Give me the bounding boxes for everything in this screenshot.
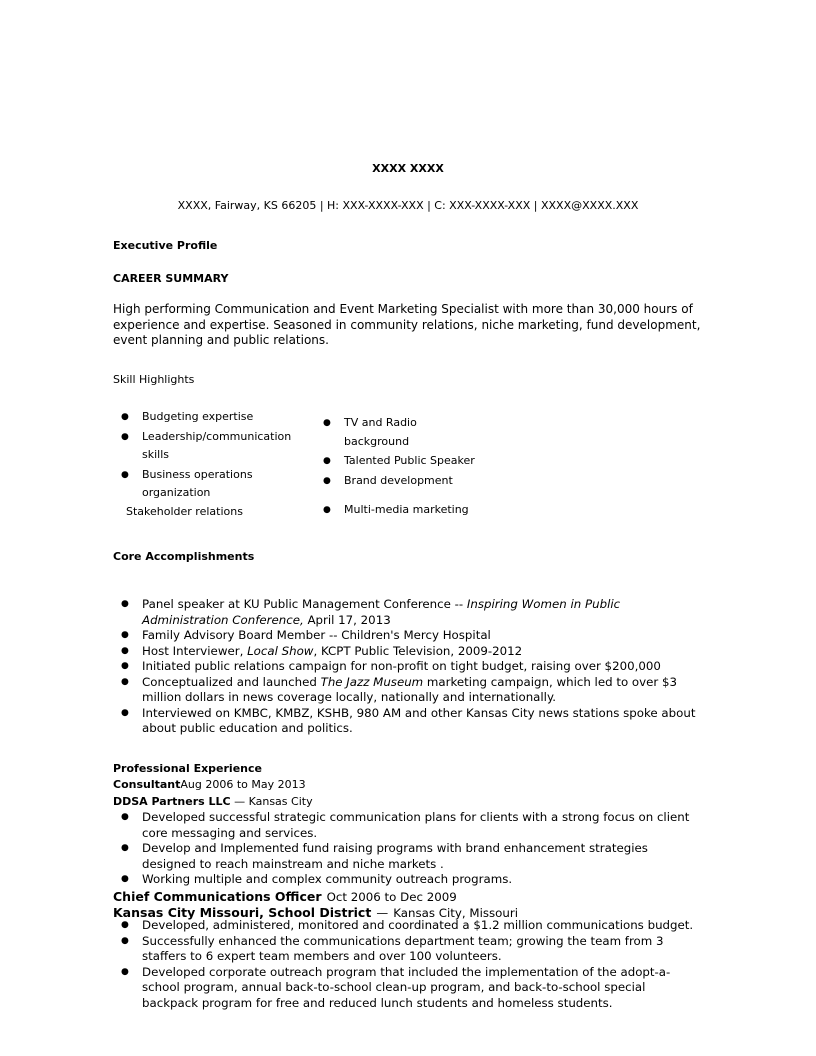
- skill-item-cont: skills: [142, 448, 170, 461]
- list-item: ● Panel speaker at KU Public Management Conference -- Inspiring Women in Public Administration Conference, April 17, 2013: [121, 597, 621, 627]
- list-item: ● Working multiple and complex community outreach programs.: [121, 872, 513, 886]
- skill-item: Multi-media marketing: [344, 503, 469, 516]
- bullet-icon: ●: [121, 812, 129, 822]
- bullet-icon: ●: [121, 843, 129, 853]
- job1-location: Kansas City: [248, 795, 313, 808]
- bullet-icon: ●: [121, 935, 129, 946]
- job1-sep: —: [234, 795, 246, 808]
- list-item: ● Conceptualized and launched The Jazz Museum marketing campaign, which led to over $3 million dollars in news coverage locally, nationally and internationally.: [121, 674, 677, 704]
- bullet-icon: ●: [121, 707, 129, 718]
- core-accomplishments-heading: Core Accomplishments: [113, 550, 255, 563]
- list-item: ● Developed corporate outreach program that included the implementation of the adopt-a-school program, annual back-to-school clean-up program, and back-to-school special backpack program for free and reduced lunch students and homeless students.: [121, 964, 671, 1010]
- bullet-icon: ●: [121, 412, 129, 422]
- job1-title-line: [113, 778, 306, 791]
- list-item: ● Successfully enhanced the communications department team; growing the team from 3 staffers to 6 expert team members and over 100 volunteers.: [121, 933, 664, 963]
- skill-item: Brand development: [344, 474, 453, 487]
- job2-sep: —: [376, 906, 389, 920]
- list-item: ● Interviewed on KMBC, KMBZ, KSHB, 980 AM and other Kansas City news stations spoke about about public education and politics.: [121, 705, 696, 735]
- contact-line: XXXX, Fairway, KS 66205 | H: XXX-XXXX-XXX | C: XXX-XXXX-XXX | XXXX@XXXX.XXX: [177, 199, 639, 212]
- bullet-icon: ●: [121, 920, 129, 930]
- bullet-icon: ●: [121, 676, 129, 687]
- job2-company: Kansas City Missouri, School District: [113, 905, 372, 920]
- list-item: ● Developed, administered, monitored and coordinated a $1.2 million communications budget.: [121, 918, 694, 932]
- job2-location: Kansas City, Missouri: [393, 906, 518, 920]
- job1-company-line: [113, 795, 313, 808]
- list-item: ● Develop and Implemented fund raising programs with brand enhancement strategies designed to reach mainstream and niche markets .: [121, 841, 648, 871]
- career-summary-text: High performing Communication and Event Marketing Specialist with more than 30,000 hours of experience and expertise. Seasoned in community relations, niche marketing, fund development, event planning and public relations.: [113, 302, 701, 347]
- skill-item: Business operations: [142, 468, 253, 481]
- job2-title: Chief Communications Officer: [113, 889, 322, 904]
- list-item: ● Family Advisory Board Member -- Children's Mercy Hospital: [121, 628, 491, 642]
- bullet-icon: ●: [323, 456, 331, 466]
- bullet-icon: ●: [323, 418, 331, 428]
- professional-experience-heading: Professional Experience: [113, 762, 262, 775]
- bullet-icon: ●: [121, 599, 129, 609]
- bullet-icon: ●: [121, 432, 129, 442]
- skill-item: Stakeholder relations: [126, 505, 243, 518]
- job1-title: Consultant: [113, 778, 181, 791]
- skill-highlights-label: Skill Highlights: [113, 373, 195, 386]
- job2-bullets: [113, 918, 703, 1011]
- executive-profile-heading: Executive Profile: [113, 239, 218, 252]
- bullet-icon: ●: [121, 966, 129, 977]
- bullet-icon: ●: [323, 505, 331, 515]
- bullet-icon: ●: [121, 470, 129, 480]
- skill-item: Budgeting expertise: [142, 410, 254, 423]
- bullet-icon: ●: [121, 645, 129, 656]
- list-item: ● Developed successful strategic communication plans for clients with a strong focus on client core messaging and services.: [121, 810, 690, 840]
- career-summary-heading: CAREER SUMMARY: [113, 272, 229, 285]
- skill-item: TV and Radio: [344, 416, 417, 429]
- skill-item: Leadership/communication: [142, 430, 292, 443]
- candidate-name: XXXX XXXX: [372, 162, 444, 175]
- bullet-icon: ●: [121, 874, 129, 884]
- job1-company: DDSA Partners LLC: [113, 795, 231, 808]
- job1-bullets: [113, 810, 703, 888]
- accomplishments-list: [113, 597, 703, 737]
- job1-dates: Aug 2006 to May 2013: [180, 778, 306, 791]
- list-item: ● Initiated public relations campaign for non-profit on tight budget, raising over $200,000: [121, 659, 661, 673]
- bullet-icon: ●: [121, 630, 129, 640]
- skill-item-cont: background: [344, 435, 410, 448]
- job2-dates: Oct 2006 to Dec 2009: [326, 890, 457, 904]
- bullet-icon: ●: [323, 476, 331, 486]
- skill-item-cont: organization: [142, 486, 211, 499]
- bullet-icon: ●: [121, 661, 129, 671]
- skill-item: Talented Public Speaker: [344, 454, 475, 467]
- list-item: ● Host Interviewer, Local Show, KCPT Public Television, 2009-2012: [121, 643, 523, 658]
